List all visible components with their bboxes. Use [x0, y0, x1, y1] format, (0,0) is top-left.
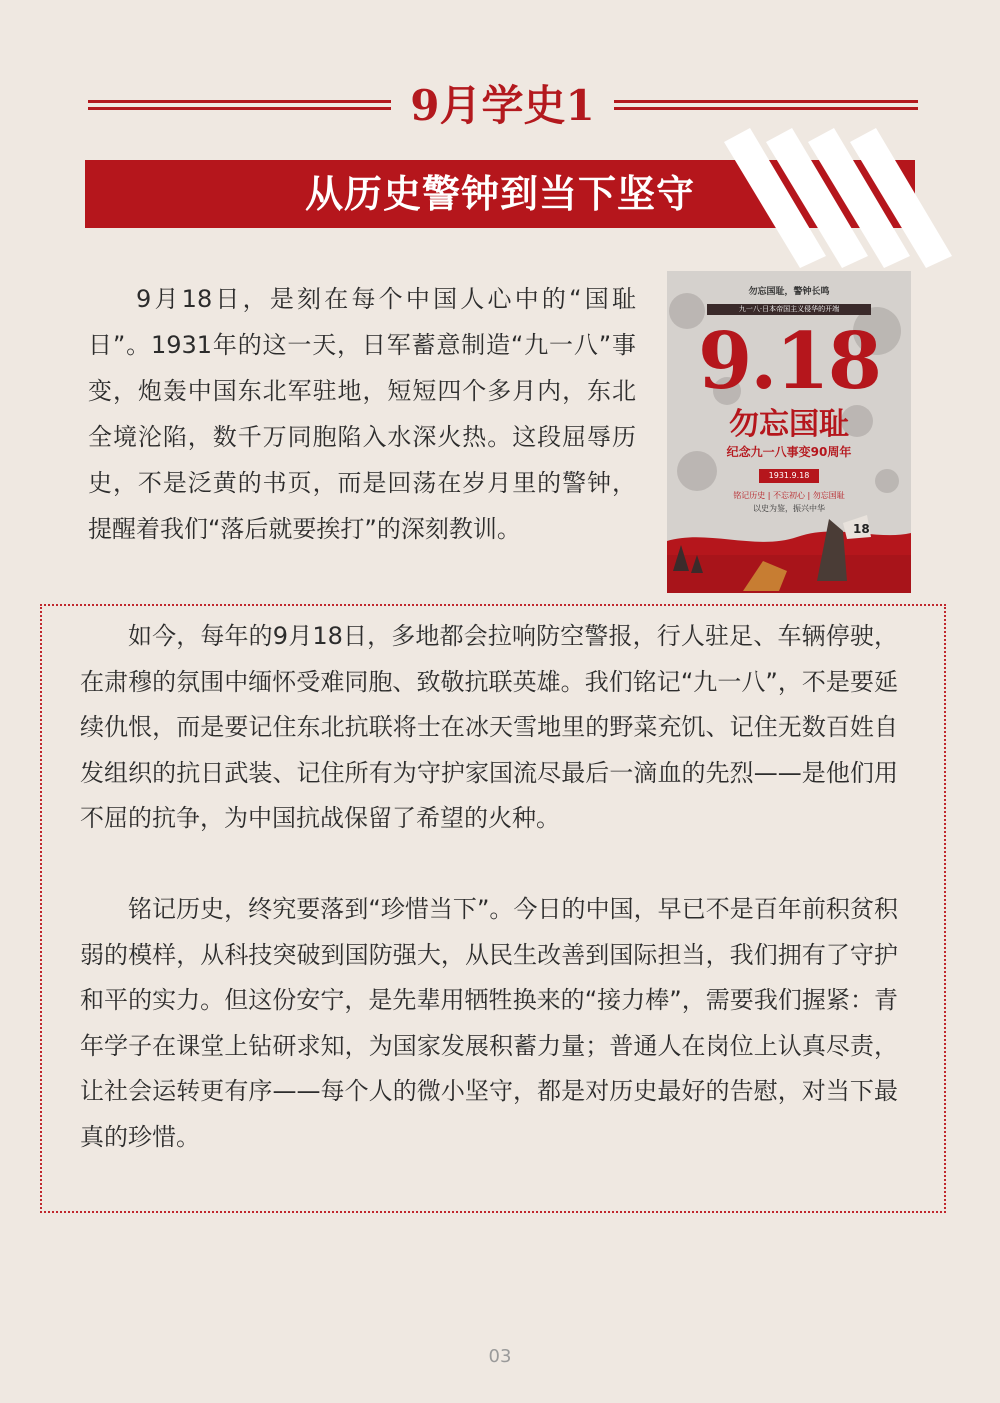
- intro-paragraph: 9月18日，是刻在每个中国人心中的“国耻日”。1931年的这一天，日军蓄意制造“九一八”事变，炮轰中国东北军驻地，短短四个多月内，东北全境沦陷，数千万同胞陷入水深火热。这段屈辱历史，不是泛黄的书页，而是回荡在岁月里的警钟，提醒着我们“落后就要挨打”的深刻教训。: [88, 285, 636, 543]
- poster-top-line: 勿忘国耻，警钟长鸣: [748, 287, 830, 297]
- body-paragraph: 如今，每年的9月18日，多地都会拉响防空警报，行人驻足、车辆停驶，在肃穆的氛围中缅怀受难同胞、致敬抗联英雄。我们铭记“九一八”，不是要延续仇恨，而是要记住东北抗联将士在冰天雪地里的野菜充饥、记住无数百姓自发组织的抗日武装、记住所有为守护家国流尽最后一滴血的先烈——是他们用不屈的抗争，为中国抗战保留了希望的火种。: [80, 622, 898, 832]
- section-label: 9月学史1: [410, 81, 595, 130]
- header-rule-right: [614, 100, 918, 110]
- poster-date: 1931.9.18: [759, 469, 819, 483]
- poster-slogan: 勿忘国耻: [729, 407, 849, 442]
- poster-subtitle: 纪念九一八事变90周年: [726, 445, 852, 459]
- page-title: 从历史警钟到当下坚守: [304, 171, 695, 216]
- poster-flag-number: 18: [853, 522, 870, 536]
- page-number: 03: [488, 1346, 512, 1367]
- body-paragraph: 铭记历史，终究要落到“珍惜当下”。今日的中国，早已不是百年前积贫积弱的模样，从科技突破到国防强大，从民生改善到国际担当，我们拥有了守护和平的实力。但这份安宁，是先辈用牺牲换来的“接力棒”，需要我们握紧：青年学子在课堂上钻研求知，为国家发展积蓄力量；普通人在岗位上认真尽责，让社会运转更有序——每个人的微小坚守，都是对历史最好的告慰，对当下最真的珍惜。: [80, 895, 898, 1151]
- poster-top-line-2: 九一八·日本帝国主义侵华的开端: [707, 304, 871, 315]
- poster-memorial-scene: [667, 511, 911, 593]
- poster-tags: 铭记历史 | 不忘初心 | 勿忘国耻: [733, 491, 845, 500]
- poster-image: [667, 271, 911, 593]
- poster-motto: 以史为鉴，振兴中华: [753, 504, 825, 513]
- poster-number: 9.18: [698, 316, 880, 407]
- header-rule-left: [88, 100, 391, 110]
